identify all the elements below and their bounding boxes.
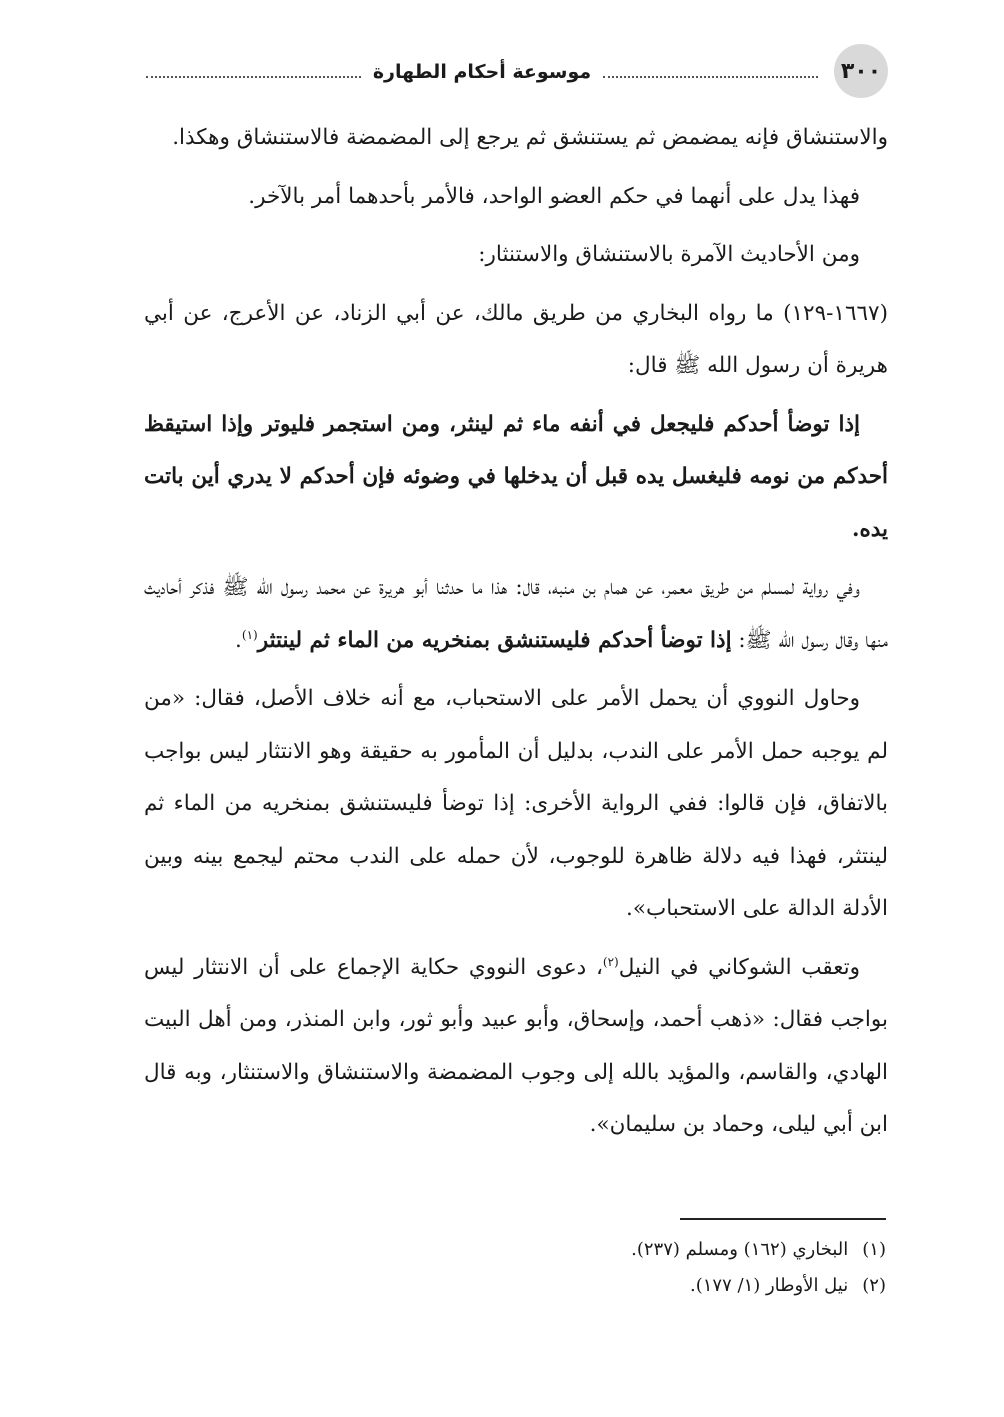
footnote-text: نيل الأوطار (١/ ١٧٧).	[690, 1275, 849, 1296]
footnote-2	[142, 1268, 886, 1304]
hadith-text: إذا توضأ أحدكم فليجعل في أنفه ماء ثم لينثر، ومن استجمر فليوتر وإذا استيقظ أحدكم من نومه فليغسل يده قبل أن يدخلها في وضوئه فإن أحدكم لا يدري أين باتت يده.	[144, 411, 888, 542]
shawkani-rest: ، دعوى النووي حكاية الإجماع على أن الانتثار ليس بواجب فقال: «ذهب أحمد، وإسحاق، وأبو عبيد وأبو ثور، وابن المنذر، ومن أهل البيت الهادي، والقاسم، والمؤيد بالله إلى وجوب المضمضة والاستنشاق والاستنثار، وبه قال ابن أبي ليلى، وحماد بن سليمان».	[144, 954, 888, 1137]
paragraph-shawkani	[144, 942, 888, 1152]
paragraph-muslim	[144, 562, 888, 667]
main-text	[144, 112, 888, 1152]
paragraph-2: فهذا يدل على أنهما في حكم العضو الواحد، فالأمر بأحدهما أمر بالآخر.	[248, 183, 860, 209]
period: .	[235, 627, 242, 653]
footnotes	[142, 1232, 886, 1304]
page-header	[146, 44, 888, 98]
muslim-hadith-text: إذا توضأ أحدكم فليستنشق بمنخريه من الماء ثم لينتثر	[257, 627, 732, 653]
footnote-text: البخاري (١٦٢) ومسلم (٢٣٧).	[631, 1239, 849, 1260]
hadith-intro: (١٦٦٧-١٢٩) ما رواه البخاري من طريق مالك، عن أبي الزناد، عن الأعرج، عن أبي هريرة أن رسول الله ﷺ قال:	[144, 300, 888, 378]
footnote-number: (١)	[862, 1239, 886, 1260]
footnote-ref-2[interactable]: (٢)	[602, 954, 619, 969]
footnote-number: (٢)	[862, 1275, 886, 1296]
header-row	[146, 58, 818, 86]
muslim-narration: وفي رواية لمسلم من طريق معمر، عن همام بن منبه، قال: هذا ما حدثنا أبو هريرة عن محمد رسول الله ﷺ فذكر أحاديث منها وقال رسول الله ﷺ:	[144, 575, 888, 653]
paragraph-nawawi: وحاول النووي أن يحمل الأمر على الاستحباب، مع أنه خلاف الأصل، فقال: «من لم يوجبه حمل الأمر على الندب، بدليل أن المأمور به حقيقة وهو الانتثار ليس بواجب بالاتفاق، فإن قالوا: ففي الرواية الأخرى: إذا توضأ فليستنشق بمنخريه من الماء ثم لينتثر، فهذا فيه دلالة ظاهرة للوجوب، لأن حمله على الندب محتم ليجمع بينه وبين الأدلة الدالة على الاستحباب».	[144, 686, 888, 921]
shawkani-start: وتعقب الشوكاني في النيل	[618, 954, 860, 980]
footnote-separator	[680, 1218, 886, 1220]
paragraph-3: ومن الأحاديث الآمرة بالاستنشاق والاستنثار:	[478, 242, 860, 267]
header-dots-left	[146, 76, 361, 78]
header-dots-right	[603, 76, 818, 78]
running-title: موسوعة أحكام الطهارة	[372, 61, 592, 83]
paragraph-1: والاستنشاق فإنه يمضمض ثم يستنشق ثم يرجع إلى المضمضة فالاستنشاق وهكذا.	[172, 125, 888, 150]
footnote-ref-1[interactable]: (١)	[241, 627, 258, 642]
page-number-badge: ٣٠٠	[834, 44, 888, 98]
footnote-1	[142, 1232, 886, 1268]
